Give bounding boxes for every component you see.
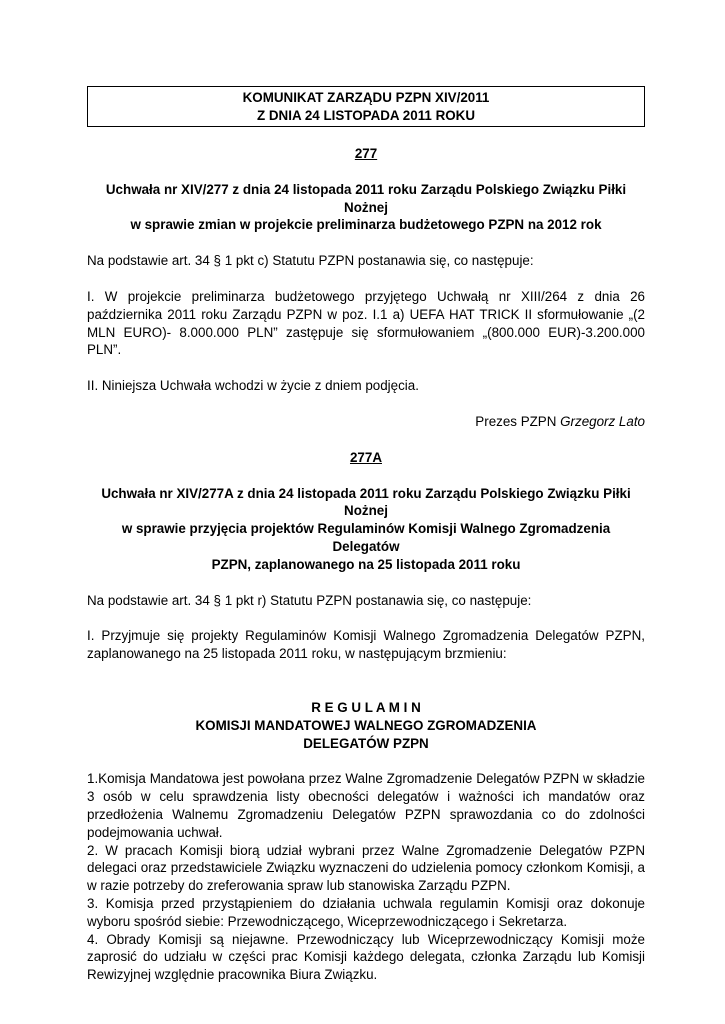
- resolution-277a-title-line1: Uchwała nr XIV/277A z dnia 24 listopada 2011 roku Zarządu Polskiego Związku Piłki Nożnej: [101, 485, 631, 519]
- signature-role: Prezes PZPN: [475, 413, 557, 429]
- communique-title: KOMUNIKAT ZARZĄDU PZPN XIV/2011: [242, 90, 490, 105]
- resolution-277-title-line1: Uchwała nr XIV/277 z dnia 24 listopada 2011 roku Zarządu Polskiego Związku Piłki Nożnej: [105, 181, 627, 215]
- resolution-277-point-2: II. Niniejsza Uchwała wchodzi w życie z dniem podjęcia.: [87, 378, 419, 394]
- resolution-277a-basis: Na podstawie art. 34 § 1 pkt r) Statutu PZPN postanawia się, co następuje:: [87, 592, 532, 608]
- resolution-277a-point-1: I. Przyjmuje się projekty Regulaminów Komisji Walnego Zgromadzenia Delegatów PZPN, zaplanowanego na 25 listopada 2011 roku, w następującym brzmieniu:: [87, 628, 645, 662]
- signature: [87, 413, 645, 431]
- regulation-item-4: 4. Obrady Komisji są niejawne. Przewodniczący lub Wiceprzewodniczący Komisji może zaprosić do udziału w części prac Komisji każdego delegata, członka Zarządu lub Komisji Rewizyjnej względnie pracownika Biura Związku.: [87, 931, 645, 983]
- resolution-277a-number: 277A: [349, 449, 382, 465]
- resolution-277a-title-line2: w sprawie przyjęcia projektów Regulaminów Komisji Walnego Zgromadzenia Delegatów: [121, 521, 611, 554]
- regulation-item-1: 1.Komisja Mandatowa jest powołana przez Walne Zgromadzenie Delegatów PZPN w składzie 3 osób w celu sprawdzenia listy obecności delegatów i ważności ich mandatów oraz przedłożenia Walnemu Zgromadzeniu Delegatów PZPN sprawozdania co do zdolności podejmowania uchwał.: [87, 771, 645, 840]
- regulation-subtitle-line1: KOMISJI MANDATOWEJ WALNEGO ZGROMADZENIA: [195, 717, 537, 733]
- regulation-item-2: 2. W pracach Komisji biorą udział wybrani przez Walne Zgromadzenie Delegatów PZPN delegaci oraz przedstawiciele Związku wyznaczeni do udzielenia pomocy członkom Komisji, a w razie potrzeby do zreferowania spraw lub stanowiska Zarządu PZPN.: [87, 842, 645, 894]
- regulation-heading: R E G U L A M I N: [311, 699, 421, 715]
- regulation-subtitle-line2: DELEGATÓW PZPN: [303, 735, 429, 751]
- resolution-277-number: 277: [354, 146, 378, 161]
- document-page: [87, 86, 645, 984]
- communique-header-box: [87, 86, 645, 127]
- communique-date: Z DNIA 24 LISTOPADA 2011 ROKU: [256, 108, 476, 123]
- resolution-277-point-1: I. W projekcie preliminarza budżetowego przyjętego Uchwałą nr XIII/264 z dnia 26 października 2011 roku Zarządu PZPN w poz. I.1 a) UEFA HAT TRICK II sformułowanie „(2 MLN EURO)- 8.000.000 PLN” zastępuje się sformułowaniem „(800.000 EUR)-3.200.000 PLN”.: [87, 288, 645, 358]
- resolution-277-title-line2: w sprawie zmian w projekcie preliminarza budżetowego PZPN na 2012 rok: [130, 217, 602, 233]
- resolution-277-basis: Na podstawie art. 34 § 1 pkt c) Statutu PZPN postanawia się, co następuje:: [87, 253, 534, 269]
- resolution-277a-title-line3: PZPN, zaplanowanego na 25 listopada 2011 roku: [211, 556, 521, 572]
- signature-name: Grzegorz Lato: [560, 413, 645, 429]
- regulation-item-3: 3. Komisja przed przystąpieniem do działania uchwala regulamin Komisji oraz dokonuje wyboru spośród siebie: Przewodniczącego, Wiceprzewodniczącego i Sekretarza.: [87, 895, 645, 929]
